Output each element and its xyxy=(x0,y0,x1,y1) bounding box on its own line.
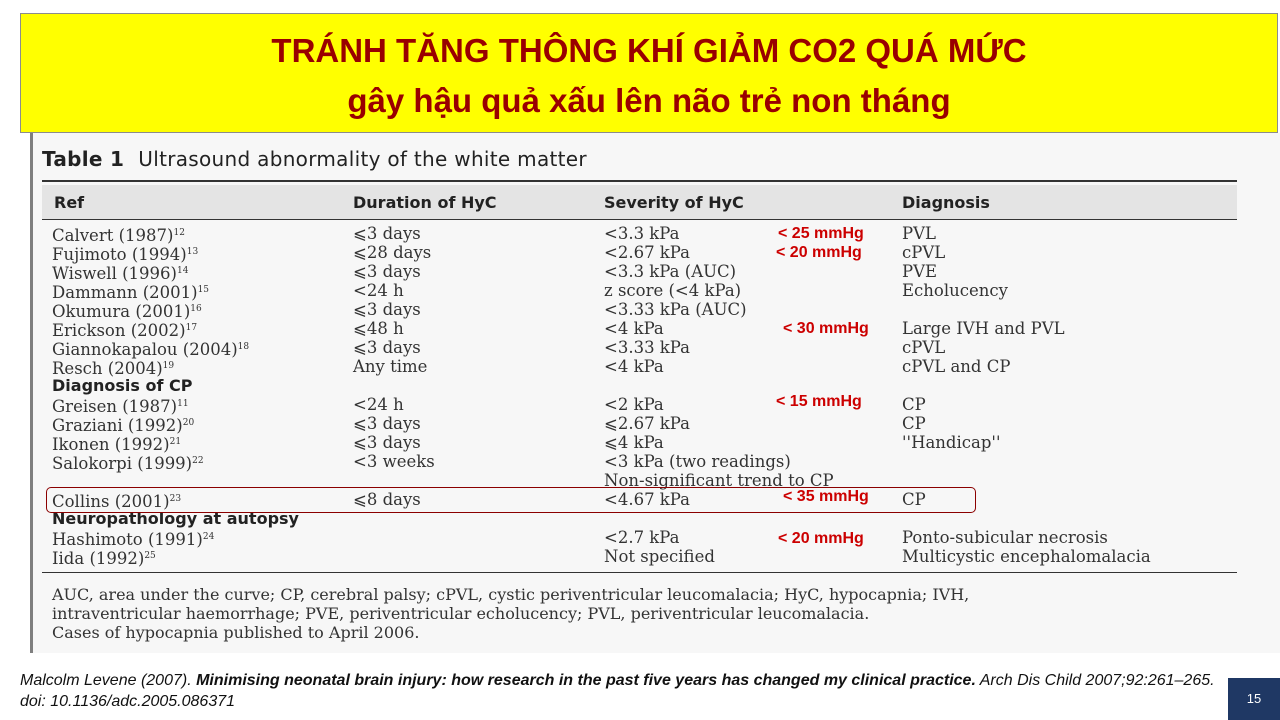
cell-duration-text: ⩽3 days xyxy=(353,262,421,281)
cell-diagnosis xyxy=(902,395,926,414)
collins-highlight-box xyxy=(46,487,976,513)
annotation-collins: < 35 mmHg xyxy=(783,488,869,505)
cell-duration xyxy=(353,300,421,319)
cell-diagnosis-text: CP xyxy=(902,395,926,414)
table-caption-text: Ultrasound abnormality of the white matter xyxy=(138,147,587,171)
cell-diagnosis-text: PVE xyxy=(902,262,938,281)
cell-duration-text: <24 h xyxy=(353,281,404,300)
cell-severity-text: ⩽4 kPa xyxy=(604,433,664,452)
cell-ref xyxy=(52,433,181,454)
table-bottom-rule xyxy=(42,572,1237,573)
cell-diagnosis xyxy=(902,433,1000,452)
annotation-calvert: < 25 mmHg xyxy=(778,225,864,242)
cell-ref-text: Ikonen (1992) xyxy=(52,435,170,454)
cell-ref-text: Graziani (1992) xyxy=(52,416,183,435)
table-label: Table 1 xyxy=(42,147,125,171)
cell-duration xyxy=(353,452,435,471)
cell-diagnosis-text: CP xyxy=(902,490,926,509)
reference-number: 19 xyxy=(162,361,175,371)
cell-severity-text: Not specified xyxy=(604,547,715,566)
cell-duration xyxy=(353,433,421,452)
cell-ref xyxy=(52,528,214,549)
reference-number: 21 xyxy=(169,437,182,447)
cell-diagnosis xyxy=(902,338,945,357)
cell-ref-text: Calvert (1987) xyxy=(52,226,174,245)
cell-duration-text: ⩽3 days xyxy=(353,224,421,243)
reference-number: 23 xyxy=(169,494,182,504)
cell-ref-text: Okumura (2001) xyxy=(52,302,191,321)
annotation-erickson: < 30 mmHg xyxy=(783,320,869,337)
cell-severity-text: <2.67 kPa xyxy=(604,243,691,262)
cell-ref xyxy=(52,414,194,435)
cell-diagnosis xyxy=(902,547,1151,566)
cell-diagnosis-text: Multicystic encephalomalacia xyxy=(902,547,1151,566)
cell-severity-text: <2 kPa xyxy=(604,395,664,414)
cell-ref-text: Salokorpi (1999) xyxy=(52,454,193,473)
cell-duration-text: ⩽48 h xyxy=(353,319,404,338)
cell-duration xyxy=(353,243,431,262)
cell-diagnosis xyxy=(902,281,1008,300)
cell-duration xyxy=(353,319,404,338)
cell-ref xyxy=(52,224,185,245)
cell-diagnosis-text: CP xyxy=(902,414,926,433)
title-banner xyxy=(20,13,1278,133)
footnote-line-2: intraventricular haemorrhage; PVE, periventricular echolucency; PVL, periventricular leucomalacia. xyxy=(52,604,870,623)
cell-duration-text: <3 weeks xyxy=(353,452,435,471)
cell-severity xyxy=(604,319,664,338)
cell-ref-text: Hashimoto (1991) xyxy=(52,530,203,549)
cell-severity-text: <3.3 kPa (AUC) xyxy=(604,262,737,281)
reference-number: 11 xyxy=(177,399,189,409)
section-label: Neuropathology at autopsy xyxy=(52,509,299,528)
cell-ref-text: Collins (2001) xyxy=(52,492,170,511)
table-top-rule xyxy=(42,180,1237,182)
cell-duration xyxy=(353,281,404,300)
annotation-hashimoto: < 20 mmHg xyxy=(778,530,864,547)
cell-ref xyxy=(52,281,209,302)
cell-ref xyxy=(52,338,249,359)
cell-severity-text: <2.7 kPa xyxy=(604,528,680,547)
cell-severity xyxy=(604,338,690,357)
cell-ref xyxy=(52,262,188,283)
cell-severity-text: <3.33 kPa xyxy=(604,338,691,357)
cell-severity xyxy=(604,547,715,566)
reference-number: 13 xyxy=(186,247,199,257)
cell-severity-text: <4.67 kPa xyxy=(604,490,691,509)
cell-ref xyxy=(52,357,174,378)
section-label: Diagnosis of CP xyxy=(52,376,193,395)
cell-diagnosis-text: cPVL xyxy=(902,338,946,357)
cell-duration-text: Any time xyxy=(353,357,428,376)
title-line-1: TRÁNH TĂNG THÔNG KHÍ GIẢM CO2 QUÁ MỨC xyxy=(271,32,1027,69)
citation xyxy=(20,670,1220,712)
cell-duration-text: <24 h xyxy=(353,395,404,414)
cell-ref-text: Fujimoto (1994) xyxy=(52,245,187,264)
page-number-badge: 15 xyxy=(1228,678,1280,720)
header-duration: Duration of HyC xyxy=(353,193,497,212)
cell-diagnosis xyxy=(902,243,945,262)
cell-severity xyxy=(604,414,690,433)
cell-severity xyxy=(604,395,664,414)
cell-severity-text: <3 kPa (two readings) xyxy=(604,452,791,471)
cell-duration xyxy=(353,414,421,433)
cell-duration xyxy=(353,395,404,414)
cell-duration-text: ⩽3 days xyxy=(353,338,421,357)
cell-ref-text: Iida (1992) xyxy=(52,549,145,568)
cell-ref-text: Erickson (2002) xyxy=(52,321,186,340)
cell-ref xyxy=(52,243,198,264)
reference-number: 14 xyxy=(176,266,189,276)
cell-diagnosis xyxy=(902,357,1010,376)
table-caption xyxy=(42,147,587,171)
cell-severity-text: Non-significant trend to CP xyxy=(604,471,834,490)
reference-number: 18 xyxy=(237,342,250,352)
table-figure xyxy=(30,133,1280,653)
citation-author: Malcolm Levene (2007). xyxy=(20,672,197,689)
cell-diagnosis xyxy=(902,262,937,281)
table-header-rule xyxy=(42,219,1237,220)
cell-duration xyxy=(353,357,427,376)
cell-severity xyxy=(604,433,664,452)
footnote-line-1: AUC, area under the curve; CP, cerebral palsy; cPVL, cystic periventricular leucomalacia; HyC, hypocapnia; IVH, xyxy=(52,585,970,604)
cell-duration xyxy=(353,262,421,281)
cell-diagnosis-text: cPVL xyxy=(902,243,946,262)
cell-ref xyxy=(52,547,156,568)
cell-severity-text: <3.33 kPa (AUC) xyxy=(604,300,747,319)
cell-ref-text: Greisen (1987) xyxy=(52,397,178,416)
citation-title: Minimising neonatal brain injury: how research in the past five years has changed my clinical practice. xyxy=(196,672,976,689)
cell-ref-text: Dammann (2001) xyxy=(52,283,198,302)
cell-ref xyxy=(52,395,189,416)
cell-diagnosis-text: Large IVH and PVL xyxy=(902,319,1065,338)
cell-ref xyxy=(52,319,197,340)
reference-number: 17 xyxy=(185,323,198,333)
cell-diagnosis xyxy=(902,319,1065,338)
cell-diagnosis-text: PVL xyxy=(902,224,936,243)
cell-severity-text: z score (<4 kPa) xyxy=(604,281,742,300)
header-ref: Ref xyxy=(54,193,85,212)
cell-duration-text: ⩽3 days xyxy=(353,433,421,452)
cell-severity xyxy=(604,452,791,471)
cell-severity xyxy=(604,357,664,376)
cell-ref-text: Giannokapalou (2004) xyxy=(52,340,238,359)
cell-diagnosis-text: Ponto-subicular necrosis xyxy=(902,528,1108,547)
citation-source: Arch Dis Child 2007;92:261–265. doi: 10.1136/adc.2005.086371 xyxy=(20,672,1215,710)
cell-severity-text: <4 kPa xyxy=(604,319,664,338)
reference-number: 20 xyxy=(182,418,195,428)
cell-duration-text: ⩽3 days xyxy=(353,414,421,433)
title-line-2: gây hậu quả xấu lên não trẻ non tháng xyxy=(347,82,951,119)
cell-severity xyxy=(604,300,747,319)
cell-diagnosis xyxy=(902,224,936,243)
reference-number: 15 xyxy=(197,285,210,295)
cell-severity-text: <3.3 kPa xyxy=(604,224,680,243)
cell-severity xyxy=(604,224,680,243)
table-header-row xyxy=(42,185,1237,219)
cell-duration-text: ⩽28 days xyxy=(353,243,432,262)
cell-ref-text: Wiswell (1996) xyxy=(52,264,177,283)
cell-diagnosis xyxy=(902,528,1108,547)
annotation-fujimoto: < 20 mmHg xyxy=(776,244,862,261)
cell-duration-text: ⩽8 days xyxy=(353,490,421,509)
header-severity: Severity of HyC xyxy=(604,193,744,212)
cell-severity xyxy=(604,528,680,547)
cell-severity-text: <4 kPa xyxy=(604,357,664,376)
cell-ref xyxy=(52,452,204,473)
cell-diagnosis-text: cPVL and CP xyxy=(902,357,1011,376)
cell-duration xyxy=(353,338,421,357)
cell-severity-text: ⩽2.67 kPa xyxy=(604,414,691,433)
cell-diagnosis xyxy=(902,414,926,433)
cell-duration-text: ⩽3 days xyxy=(353,300,421,319)
cell-severity xyxy=(604,262,736,281)
cell-diagnosis-text: Echolucency xyxy=(902,281,1008,300)
cell-ref xyxy=(52,300,202,321)
reference-number: 22 xyxy=(192,456,204,466)
cell-severity xyxy=(604,243,690,262)
annotation-greisen: < 15 mmHg xyxy=(776,393,862,410)
reference-number: 25 xyxy=(144,551,156,561)
cell-duration xyxy=(353,224,421,243)
cell-diagnosis-text: ''Handicap'' xyxy=(902,433,1001,452)
reference-number: 16 xyxy=(190,304,202,314)
cell-ref-text: Resch (2004) xyxy=(52,359,163,378)
reference-number: 12 xyxy=(173,228,185,238)
footnote-line-3: Cases of hypocapnia published to April 2006. xyxy=(52,623,420,642)
header-diagnosis: Diagnosis xyxy=(902,193,990,212)
reference-number: 24 xyxy=(202,532,215,542)
cell-severity xyxy=(604,281,741,300)
